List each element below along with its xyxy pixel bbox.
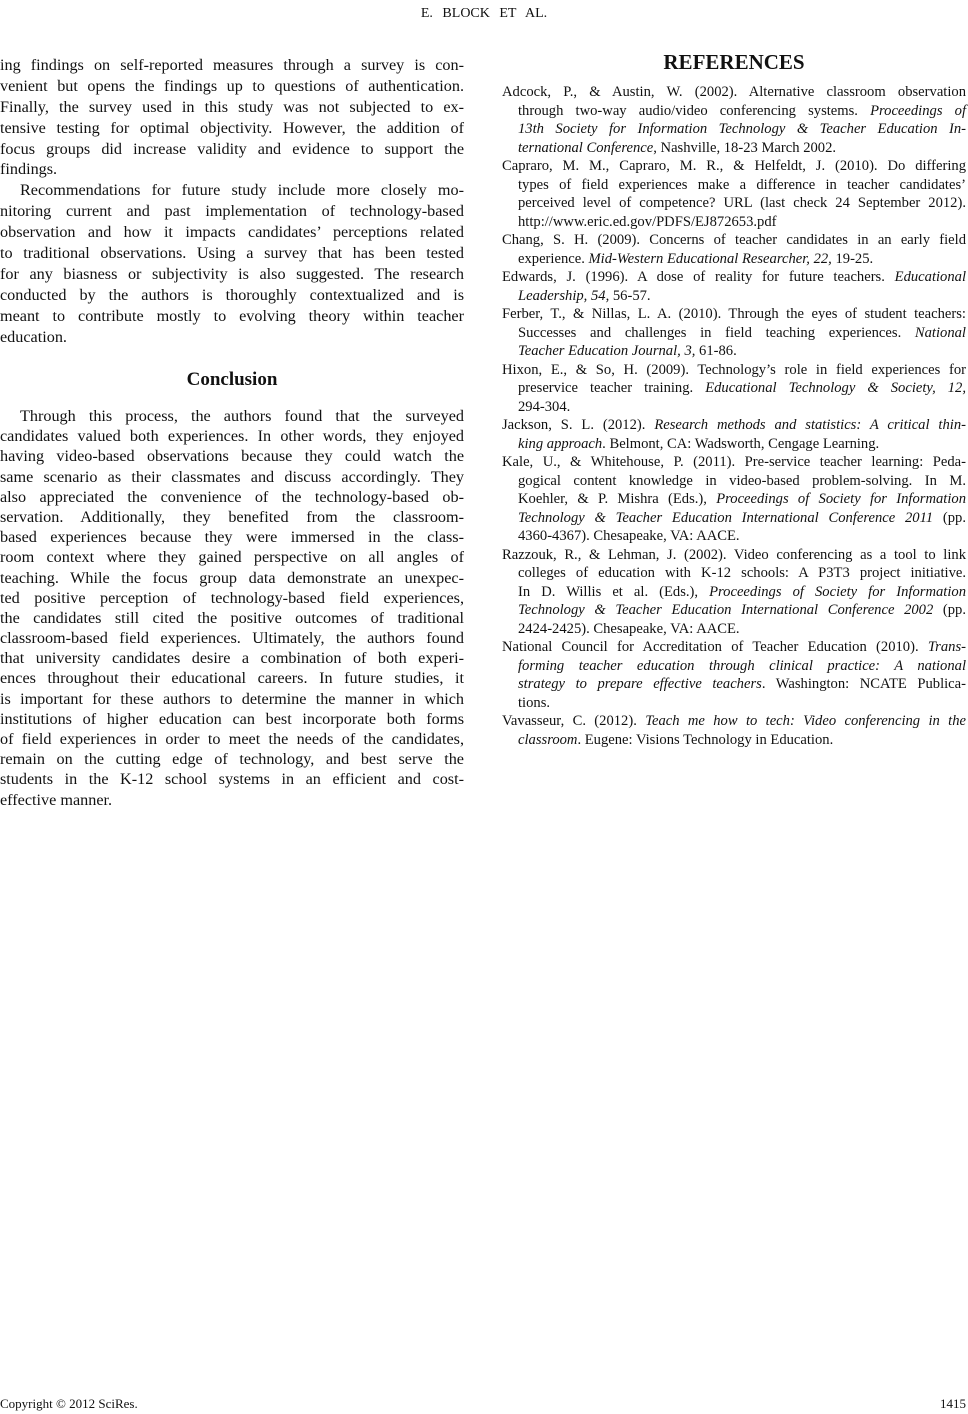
reference-line — [502, 564, 966, 583]
reference-text: (pp. — [933, 509, 966, 526]
reference-text: experience. — [518, 250, 589, 267]
body-text-line: tensive testing for optimal objectivity. However, the addition of — [0, 118, 464, 137]
reference-entry — [502, 361, 966, 417]
body-text-line: to traditional observations. Using a survey that has been tested — [0, 244, 464, 263]
reference-text: 2424-2425). Chesapeake, VA: AACE. — [518, 620, 740, 637]
body-text-line: students in the K-12 school systems in an efficient and cost- — [0, 770, 464, 789]
reference-italic-text: king approach — [518, 435, 603, 452]
reference-list — [502, 83, 966, 749]
body-text-line: based experiences because they were immersed in the class- — [0, 528, 464, 547]
reference-italic-text: Proceedings of — [870, 102, 967, 119]
reference-text: Vavasseur, C. (2012). — [502, 713, 646, 729]
body-text-line: findings. — [0, 160, 58, 179]
body-text-line: classroom-based field experiences. Ultimately, the authors found — [0, 629, 464, 648]
reference-italic-text: Proceedings of Society for Information — [709, 583, 966, 600]
reference-italic-text: Research methods and statistics: A critical thin- — [654, 417, 966, 433]
reference-text: Kale, U., & Whitehouse, P. (2011). Pre-service teacher learning: Peda- — [502, 454, 966, 470]
reference-entry — [502, 157, 966, 231]
conclusion-paragraph — [0, 406, 464, 810]
reference-line — [502, 398, 966, 417]
reference-text: 56-57. — [609, 287, 651, 304]
body-text-line: the candidates still cited the positive outcomes of traditional — [0, 608, 464, 627]
reference-text: , Nashville, 18-23 March 2002. — [653, 139, 837, 156]
reference-text: In D. Willis et al. (Eds.), — [518, 583, 710, 600]
reference-entry — [502, 231, 966, 268]
footer-copyright: Copyright © 2012 SciRes. — [0, 1396, 138, 1411]
reference-text: 61-86. — [695, 343, 737, 359]
section-heading-conclusion: Conclusion — [186, 369, 278, 390]
reference-line — [502, 490, 966, 509]
body-text-line: for any biasness or subjectivity is also suggested. The research — [0, 264, 464, 283]
body-text-line: teaching. While the focus group data demonstrate an unexpec- — [0, 568, 464, 587]
body-text-line: candidates valued both experiences. In other words, they enjoyed — [0, 427, 464, 446]
reference-line — [502, 620, 966, 639]
reference-line — [502, 342, 966, 361]
reference-italic-text: Teach me how to tech: Video conferencing in the — [645, 713, 966, 729]
reference-entry — [502, 83, 966, 157]
reference-line — [502, 361, 966, 380]
reference-text: . Belmont, CA: Wadsworth, Cengage Learning. — [602, 435, 880, 452]
reference-text: Successes and challenges in field teaching experiences. — [518, 324, 915, 341]
body-text-line: venient but opens the findings up to questions of authentication. — [0, 76, 464, 95]
reference-text: Koehler, & P. Mishra (Eds.), — [518, 491, 717, 507]
footer-page-number: 1415 — [940, 1396, 966, 1411]
reference-line — [502, 731, 966, 750]
reference-line — [502, 583, 966, 602]
reference-text: Razzouk, R., & Lehman, J. (2002). Video conferencing as a tool to link — [502, 546, 966, 563]
reference-italic-text: Educational Technology & Society, 12, — [705, 380, 966, 396]
reference-line — [502, 527, 966, 546]
reference-text: Capraro, M. M., Capraro, M. R., & Helfeldt, J. (2010). Do differing — [502, 158, 966, 174]
reference-line — [502, 472, 966, 491]
reference-text: perceived level of competence? URL (last check 24 September 2012). — [518, 195, 966, 211]
reference-line — [502, 546, 966, 565]
reference-text: 4360-4367). Chesapeake, VA: AACE. — [518, 528, 740, 544]
body-text-line: Through this process, the authors found that the surveyed — [20, 407, 464, 425]
reference-text: 19-25. — [831, 250, 874, 267]
reference-line — [502, 453, 966, 472]
reference-line — [502, 712, 966, 731]
reference-line — [502, 435, 966, 454]
reference-italic-text: Mid-Western Educational Researcher, 22, — [588, 250, 832, 267]
reference-entry — [502, 453, 966, 546]
reference-italic-text: Trans- — [927, 639, 966, 655]
reference-line — [502, 250, 966, 269]
body-text-line: also appreciated the convenience of the technology-based ob- — [0, 487, 464, 506]
body-text-line: focus groups did increase validity and evidence to support the — [0, 139, 464, 158]
body-text-line: observation and how it impacts candidates’ perceptions related — [0, 223, 464, 242]
reference-italic-text: forming teacher education through clinical practice: A national — [518, 657, 966, 674]
reference-italic-text: National — [914, 324, 966, 341]
reference-line — [502, 213, 966, 232]
body-text-line: institutions of higher education can best incorporate both forms — [0, 709, 464, 728]
body-text-line: nitoring current and past implementation of technology-based — [0, 202, 464, 221]
body-text-line: Recommendations for future study include more closely mo- — [20, 181, 464, 200]
reference-line — [502, 194, 966, 213]
body-text-line: effective manner. — [0, 790, 113, 809]
reference-entry — [502, 416, 966, 453]
reference-line — [502, 176, 966, 195]
reference-line — [502, 379, 966, 398]
reference-text: Ferber, T., & Nillas, L. A. (2010). Through the eyes of student teachers: — [502, 306, 966, 322]
reference-text: http://www.eric.ed.gov/PDFS/EJ872653.pdf — [518, 213, 777, 230]
reference-entry — [502, 712, 966, 749]
references-heading: REFERENCES — [663, 50, 805, 74]
reference-line — [502, 120, 966, 139]
body-text-line: is important for these authors to determine the manner in which — [0, 689, 464, 708]
reference-line — [502, 157, 966, 176]
reference-line — [502, 675, 966, 694]
reference-italic-text: Proceedings of Society for Information — [716, 491, 966, 507]
body-text-line: conducted by the authors is thoroughly contextualized and is — [0, 285, 464, 304]
body-text-line: ing findings on self-reported measures through a survey is con- — [0, 56, 464, 74]
reference-text: colleges of education with K-12 schools: A P3T3 project initiative. — [518, 565, 966, 581]
reference-line — [502, 638, 966, 657]
reference-text: Chang, S. H. (2009). Concerns of teacher candidates in an early field — [502, 232, 966, 248]
body-text-line: room context where they gained perspective on all angles of — [0, 548, 464, 567]
reference-line — [502, 601, 966, 620]
reference-line — [502, 305, 966, 324]
reference-italic-text: strategy to prepare effective teachers — [518, 676, 762, 692]
body-text-line: same scenario as their classmates and discuss accordingly. They — [0, 467, 464, 486]
reference-line — [502, 231, 966, 250]
reference-italic-text: ternational Conference — [518, 139, 654, 156]
reference-text: tions. — [518, 694, 551, 711]
reference-text: Jackson, S. L. (2012). — [502, 417, 655, 433]
reference-line — [502, 509, 966, 528]
reference-italic-text: Technology & Teacher Education International Conference 2002 — [518, 602, 934, 618]
body-text-line: ences throughout their educational careers. In future studies, it — [0, 669, 464, 688]
body-text-line: Finally, the survey used in this study was not subjected to ex- — [0, 97, 464, 116]
reference-italic-text: 13th Society for Information Technology & Teacher Education In- — [518, 121, 966, 137]
reference-text: . Washington: NCATE Publica- — [761, 676, 966, 692]
reference-line — [502, 139, 966, 158]
reference-text: preservice teacher training. — [518, 380, 706, 396]
reference-entry — [502, 268, 966, 305]
reference-line — [502, 83, 966, 102]
reference-entry — [502, 638, 966, 712]
reference-text: Hixon, E., & So, H. (2009). Technology’s role in field experiences for — [502, 361, 966, 378]
reference-text: types of field experiences make a difference in teacher candidates’ — [518, 176, 966, 193]
reference-line — [502, 287, 966, 306]
body-text-line: remain on the cutting edge of technology, and best serve the — [0, 750, 464, 769]
body-text-line: of field experiences in order to meet the needs of the candidates, — [0, 730, 464, 748]
reference-entry — [502, 546, 966, 639]
body-text-line: servation. Additionally, they benefited from the classroom- — [0, 507, 464, 526]
reference-italic-text: Technology & Teacher Education International Conference 2011 — [518, 509, 934, 526]
reference-italic-text: Educational — [894, 269, 966, 285]
reference-text: National Council for Accreditation of Teacher Education (2010). — [502, 639, 928, 655]
body-paragraphs-top — [0, 55, 464, 347]
reference-line — [502, 657, 966, 676]
reference-italic-text: Leadership, 54, — [518, 287, 610, 304]
reference-text: Edwards, J. (1996). A dose of reality for future teachers. — [502, 269, 895, 285]
reference-italic-text: Teacher Education Journal, 3, — [518, 343, 696, 359]
body-text-line: having video-based observations because they could watch the — [0, 447, 464, 466]
reference-line — [502, 324, 966, 343]
body-text-line: that university candidates desire a combination of both experi- — [0, 649, 464, 668]
reference-line — [502, 102, 966, 121]
reference-line — [502, 694, 966, 713]
reference-entry — [502, 305, 966, 361]
running-header: E. BLOCK ET AL. — [420, 6, 548, 21]
reference-text: (pp. — [933, 602, 966, 618]
reference-italic-text: classroom — [518, 731, 578, 748]
reference-text: through two-way audio/video conferencing systems. — [518, 102, 871, 119]
reference-text: 294-304. — [518, 398, 571, 415]
body-text-line: education. — [0, 327, 67, 346]
reference-line — [502, 416, 966, 435]
reference-text: gogical content knowledge in video-based problem-solving. In M. — [518, 472, 966, 489]
reference-line — [502, 268, 966, 287]
reference-text: Adcock, P., & Austin, W. (2002). Alternative classroom observation — [502, 84, 966, 100]
body-text-line: ted positive perception of technology-based field experiences, — [0, 588, 464, 607]
body-text-line: meant to contribute mostly to evolving theory within teacher — [0, 306, 464, 325]
reference-text: . Eugene: Visions Technology in Education. — [577, 731, 834, 748]
